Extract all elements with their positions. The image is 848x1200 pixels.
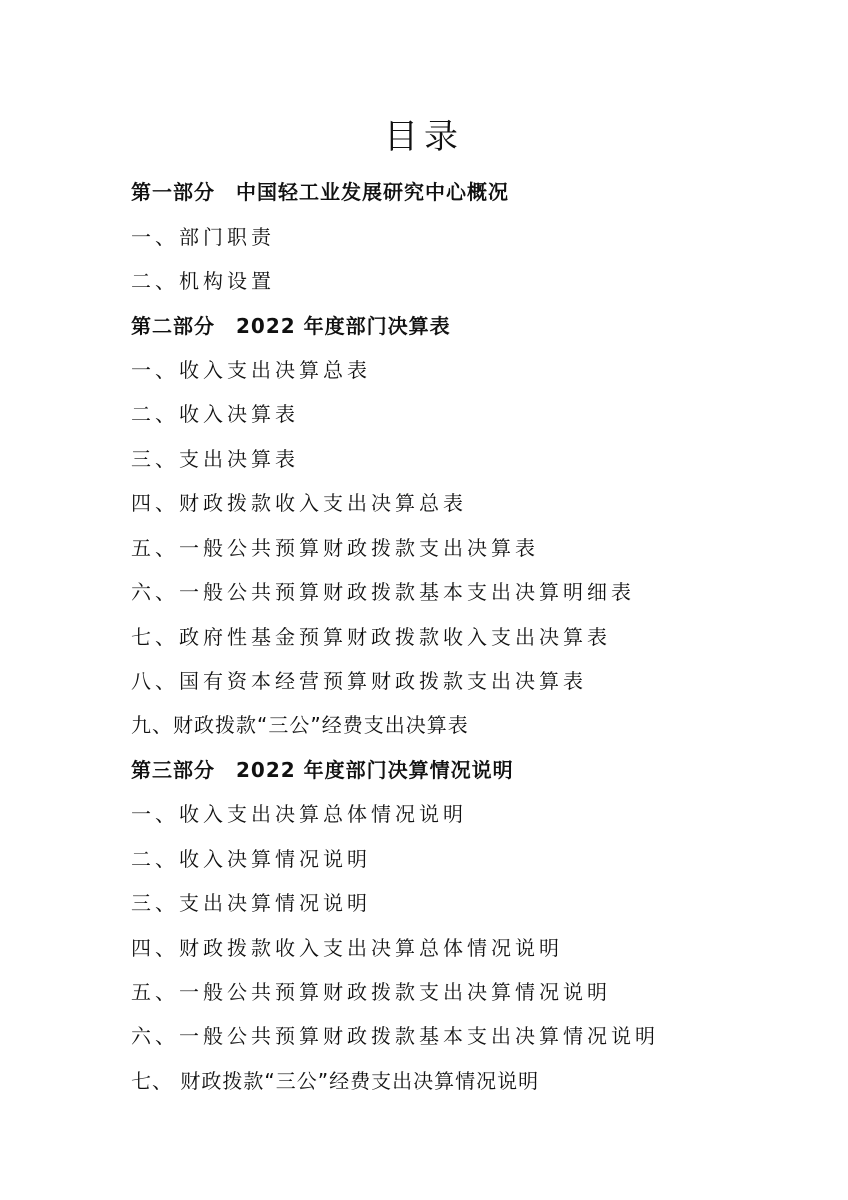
toc-part-heading: 第三部分 2022 年度部门决算情况说明: [131, 758, 514, 782]
toc-item: 九、财政拨款“三公”经费支出决算表: [131, 713, 469, 737]
toc-item: 七、 财政拨款“三公”经费支出决算情况说明: [131, 1069, 540, 1093]
toc-item: 六、一般公共预算财政拨款基本支出决算明细表: [131, 580, 635, 604]
toc-item: 二、机构设置: [131, 269, 275, 293]
page-title: 目录: [384, 117, 464, 157]
toc-item: 八、国有资本经营预算财政拨款支出决算表: [131, 669, 587, 693]
toc-item: 三、支出决算表: [131, 447, 299, 471]
toc-item: 四、财政拨款收入支出决算总体情况说明: [131, 936, 563, 960]
toc-item: 二、收入决算表: [131, 402, 299, 426]
toc-item: 一、收入支出决算总体情况说明: [131, 802, 467, 826]
toc-part-heading: 第一部分 中国轻工业发展研究中心概况: [131, 180, 509, 204]
toc-item: 三、支出决算情况说明: [131, 891, 371, 915]
toc-part-heading: 第二部分 2022 年度部门决算表: [131, 314, 451, 338]
toc-item: 一、收入支出决算总表: [131, 358, 371, 382]
toc-item: 一、部门职责: [131, 225, 275, 249]
toc-item: 五、一般公共预算财政拨款支出决算表: [131, 536, 539, 560]
toc-item: 二、收入决算情况说明: [131, 847, 371, 871]
toc-item: 四、财政拨款收入支出决算总表: [131, 491, 467, 515]
toc-item: 六、一般公共预算财政拨款基本支出决算情况说明: [131, 1024, 659, 1048]
toc-item: 七、政府性基金预算财政拨款收入支出决算表: [131, 625, 611, 649]
toc-item: 五、一般公共预算财政拨款支出决算情况说明: [131, 980, 611, 1004]
